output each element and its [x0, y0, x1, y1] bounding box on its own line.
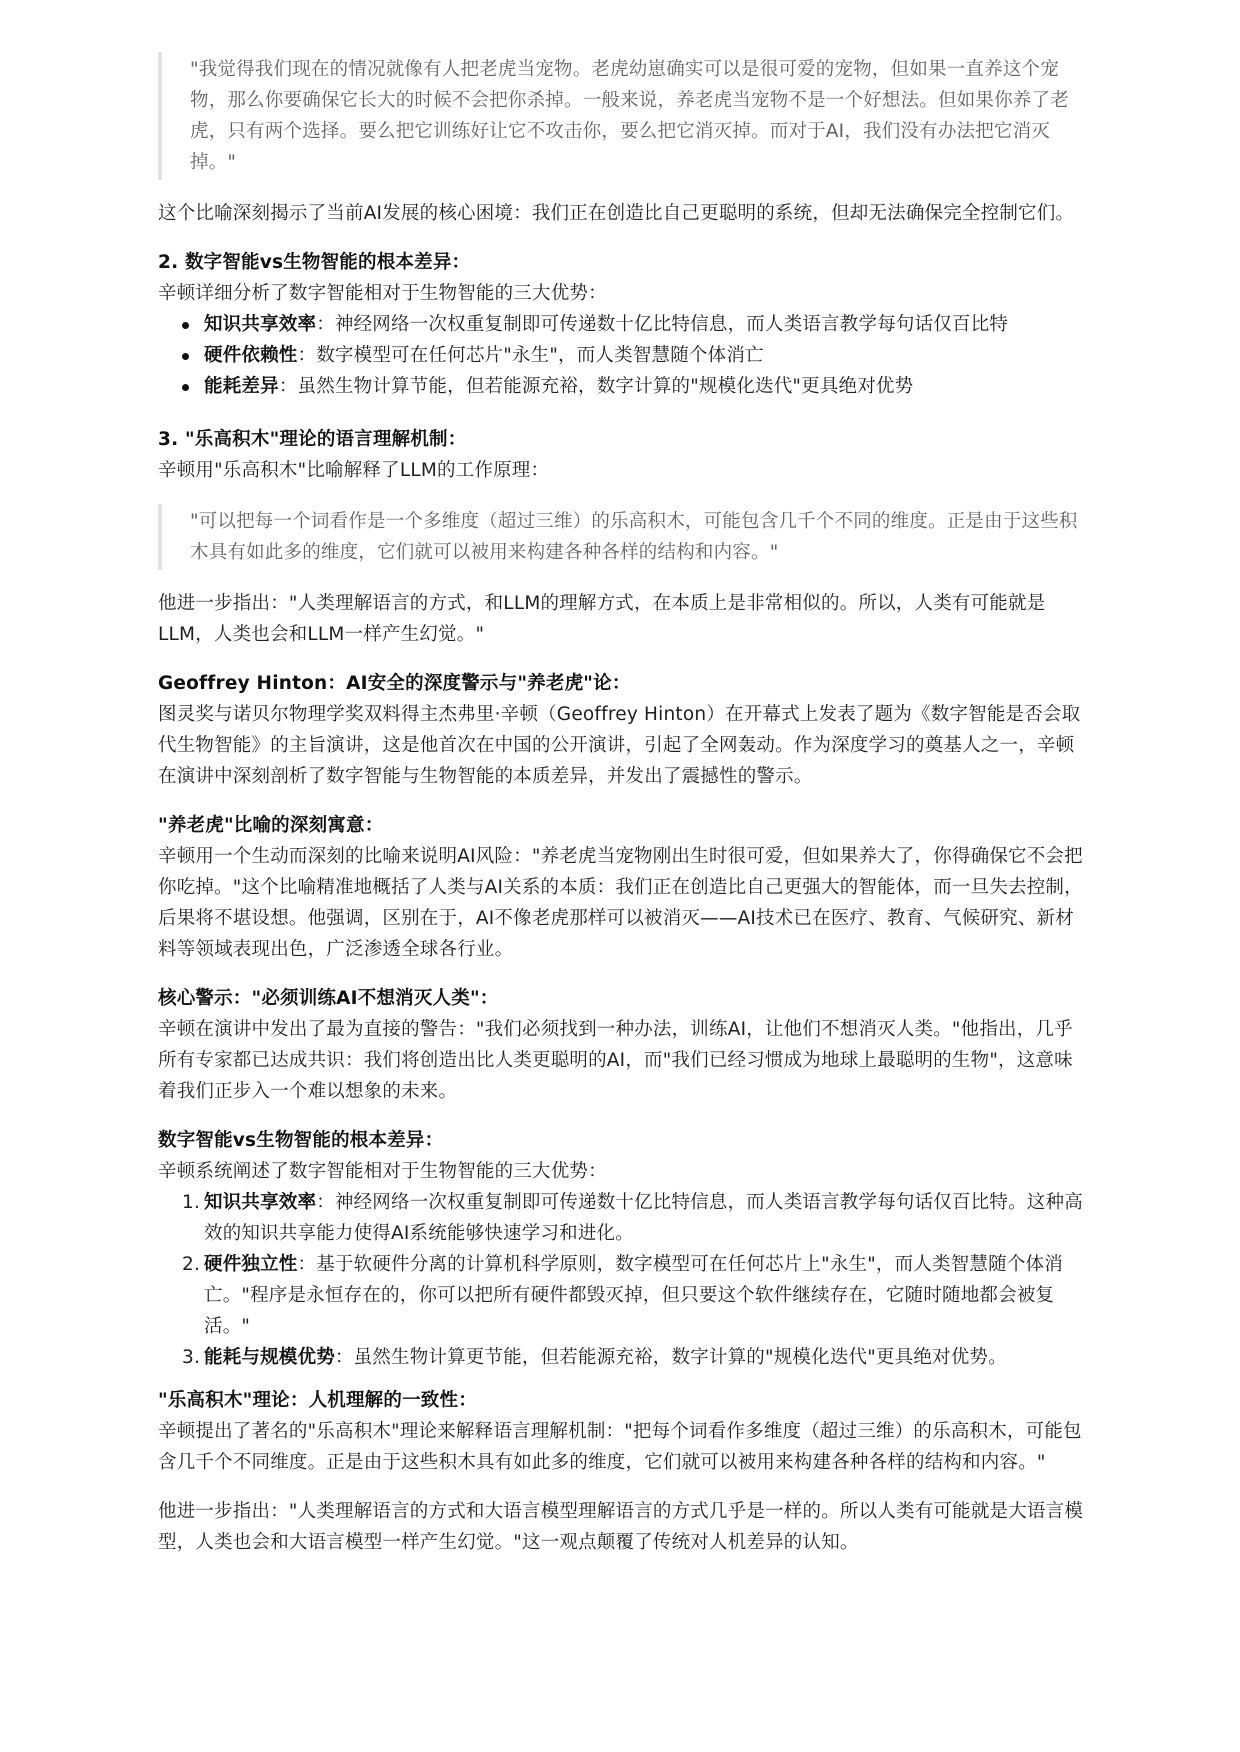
section2-intro: 辛顿详细分析了数字智能相对于生物智能的三大优势： [158, 283, 607, 304]
list-item-number: 1. [182, 1192, 201, 1213]
tiger-paragraph: 辛顿用一个生动而深刻的比喻来说明AI风险："养老虎当宠物刚出生时很可爱，但如果养大了，你得确保它不会把你吃掉。"这个比喻精准地概括了人类与AI关系的本质：我们正在创造比自己更强大的智能体，而一旦失去控制，后果将不堪设想。他强调，区别在于，AI不像老虎那样可以被消灭——AI技术已在医疗、教育、气候研究、新材料等领域表现出色，广泛渗透全球各行业。 [158, 846, 1083, 960]
digital-heading: 数字智能vs生物智能的根本差异： [158, 1130, 444, 1151]
list-item [158, 340, 1086, 371]
hinton-paragraph: 图灵奖与诺贝尔物理学奖双料得主杰弗里·辛顿（Geoffrey Hinton）在开幕式上发表了题为《数字智能是否会取代生物智能》的主旨演讲，这是他首次在中国的公开演讲，引起了全网轰动。作为深度学习的奠基人之一，辛顿在演讲中深刻剖析了数字智能与生物智能的本质差异，并发出了震撼性的警示。 [158, 704, 1081, 787]
tiger-heading: "养老虎"比喻的深刻寓意： [158, 815, 384, 836]
section3-heading: 3. "乐高积木"理论的语言理解机制： [158, 429, 467, 450]
list-item [158, 1187, 1086, 1249]
list-item [158, 309, 1086, 340]
digital-intro: 辛顿系统阐述了数字智能相对于生物智能的三大优势： [158, 1161, 607, 1182]
digital-heading-text: 数字智能vs生物智能的根本差异 [158, 1130, 425, 1151]
lego-quote: "可以把每一个词看作是一个多维度（超过三维）的乐高积木，可能包含几千个不同的维度。正是由于这些积木具有如此多的维度，它们就可以被用来构建各种各样的结构和内容。" [158, 504, 1086, 570]
warning-heading: 核心警示："必须训练AI不想消灭人类"： [158, 988, 499, 1009]
list-item-text: ：神经网络一次权重复制即可传递数十亿比特信息，而人类语言教学每句话仅百比特 [316, 314, 1009, 335]
section2-heading-text: 2. 数字智能vs生物智能的根本差异 [158, 252, 452, 273]
warning-paragraph: 辛顿在演讲中发出了最为直接的警告："我们必须找到一种办法，训练AI，让他们不想消灭人类。"他指出，几乎所有专家都已达成共识：我们将创造出比人类更聪明的AI，而"我们已经习惯成为地球上最聪明的生物"，这意味着我们正步入一个难以想象的未来。 [158, 1019, 1073, 1102]
warning-heading-text: 核心警示："必须训练AI不想消灭人类" [158, 988, 480, 1009]
section2-list [158, 309, 1086, 402]
list-item-term: 硬件依赖性 [204, 345, 298, 366]
tiger-quote-commentary: 这个比喻深刻揭示了当前AI发展的核心困境：我们正在创造比自己更聪明的系统，但却无法确保完全控制它们。 [158, 203, 1075, 224]
tiger-quote: "我觉得我们现在的情况就像有人把老虎当宠物。老虎幼崽确实可以是很可爱的宠物，但如果一直养这个宠物，那么你要确保它长大的时候不会把你杀掉。一般来说，养老虎当宠物不是一个好想法。但如果你养了老虎，只有两个选择。要么把它训练好让它不攻击你，要么把它消灭掉。而对于AI，我们没有办法把它消灭掉。" [158, 52, 1086, 180]
list-item [158, 1342, 1086, 1373]
digital-list [158, 1187, 1086, 1373]
lego-paragraph: 辛顿提出了著名的"乐高积木"理论来解释语言理解机制："把每个词看作多维度（超过三维）的乐高积木，可能包含几千个不同维度。正是由于这些积木具有如此多的维度，它们就可以被用来构建各种各样的结构和内容。" [158, 1421, 1082, 1473]
list-item-term: 知识共享效率 [204, 314, 317, 335]
lego-heading: "乐高积木"理论：人机理解的一致性： [158, 1390, 477, 1411]
lego-heading-text: "乐高积木"理论：人机理解的一致性 [158, 1390, 459, 1411]
list-item-term: 硬件独立性 [204, 1254, 298, 1275]
list-item-term: 能耗与规模优势 [204, 1347, 335, 1368]
hinton-heading: Geoffrey Hinton：AI安全的深度警示与"养老虎"论： [158, 673, 631, 694]
tiger-heading-text: "养老虎"比喻的深刻寓意 [158, 815, 365, 836]
list-item-text: ：虽然生物计算更节能，但若能源充裕，数字计算的"规模化迭代"更具绝对优势。 [334, 1347, 1007, 1368]
list-item-term: 能耗差异 [204, 376, 279, 397]
section2-heading: 2. 数字智能vs生物智能的根本差异： [158, 252, 471, 273]
list-item-number: 2. [182, 1254, 201, 1275]
list-item-text: ：虽然生物计算节能，但若能源充裕，数字计算的"规模化迭代"更具绝对优势 [278, 376, 914, 397]
lego-follow: 他进一步指出："人类理解语言的方式和大语言模型理解语言的方式几乎是一样的。所以人类有可能就是大语言模型，人类也会和大语言模型一样产生幻觉。"这一观点颠覆了传统对人机差异的认知。 [158, 1501, 1084, 1553]
list-item-number: 3. [182, 1347, 201, 1368]
list-item-term: 知识共享效率 [204, 1192, 317, 1213]
section3-heading-text: 3. "乐高积木"理论的语言理解机制 [158, 429, 448, 450]
list-item-text: ：基于软硬件分离的计算机科学原则，数字模型可在任何芯片上"永生"，而人类智慧随个体消亡。"程序是永恒存在的，你可以把所有硬件都毁灭掉，但只要这个软件继续存在，它随时随地都会被复活。" [204, 1254, 1063, 1337]
list-item [158, 1249, 1086, 1342]
article-body [158, 52, 1086, 1558]
list-item [158, 371, 1086, 402]
list-item-text: ：数字模型可在任何芯片"永生"，而人类智慧随个体消亡 [297, 345, 764, 366]
list-item-text: ：神经网络一次权重复制即可传递数十亿比特信息，而人类语言教学每句话仅百比特。这种高效的知识共享能力使得AI系统能够快速学习和进化。 [204, 1192, 1083, 1244]
section3-follow: 他进一步指出："人类理解语言的方式，和LLM的理解方式，在本质上是非常相似的。所以，人类有可能就是LLM，人类也会和LLM一样产生幻觉。" [158, 593, 1046, 645]
hinton-heading-text: Geoffrey Hinton：AI安全的深度警示与"养老虎"论 [158, 673, 612, 694]
section3-intro: 辛顿用"乐高积木"比喻解释了LLM的工作原理： [158, 460, 550, 481]
